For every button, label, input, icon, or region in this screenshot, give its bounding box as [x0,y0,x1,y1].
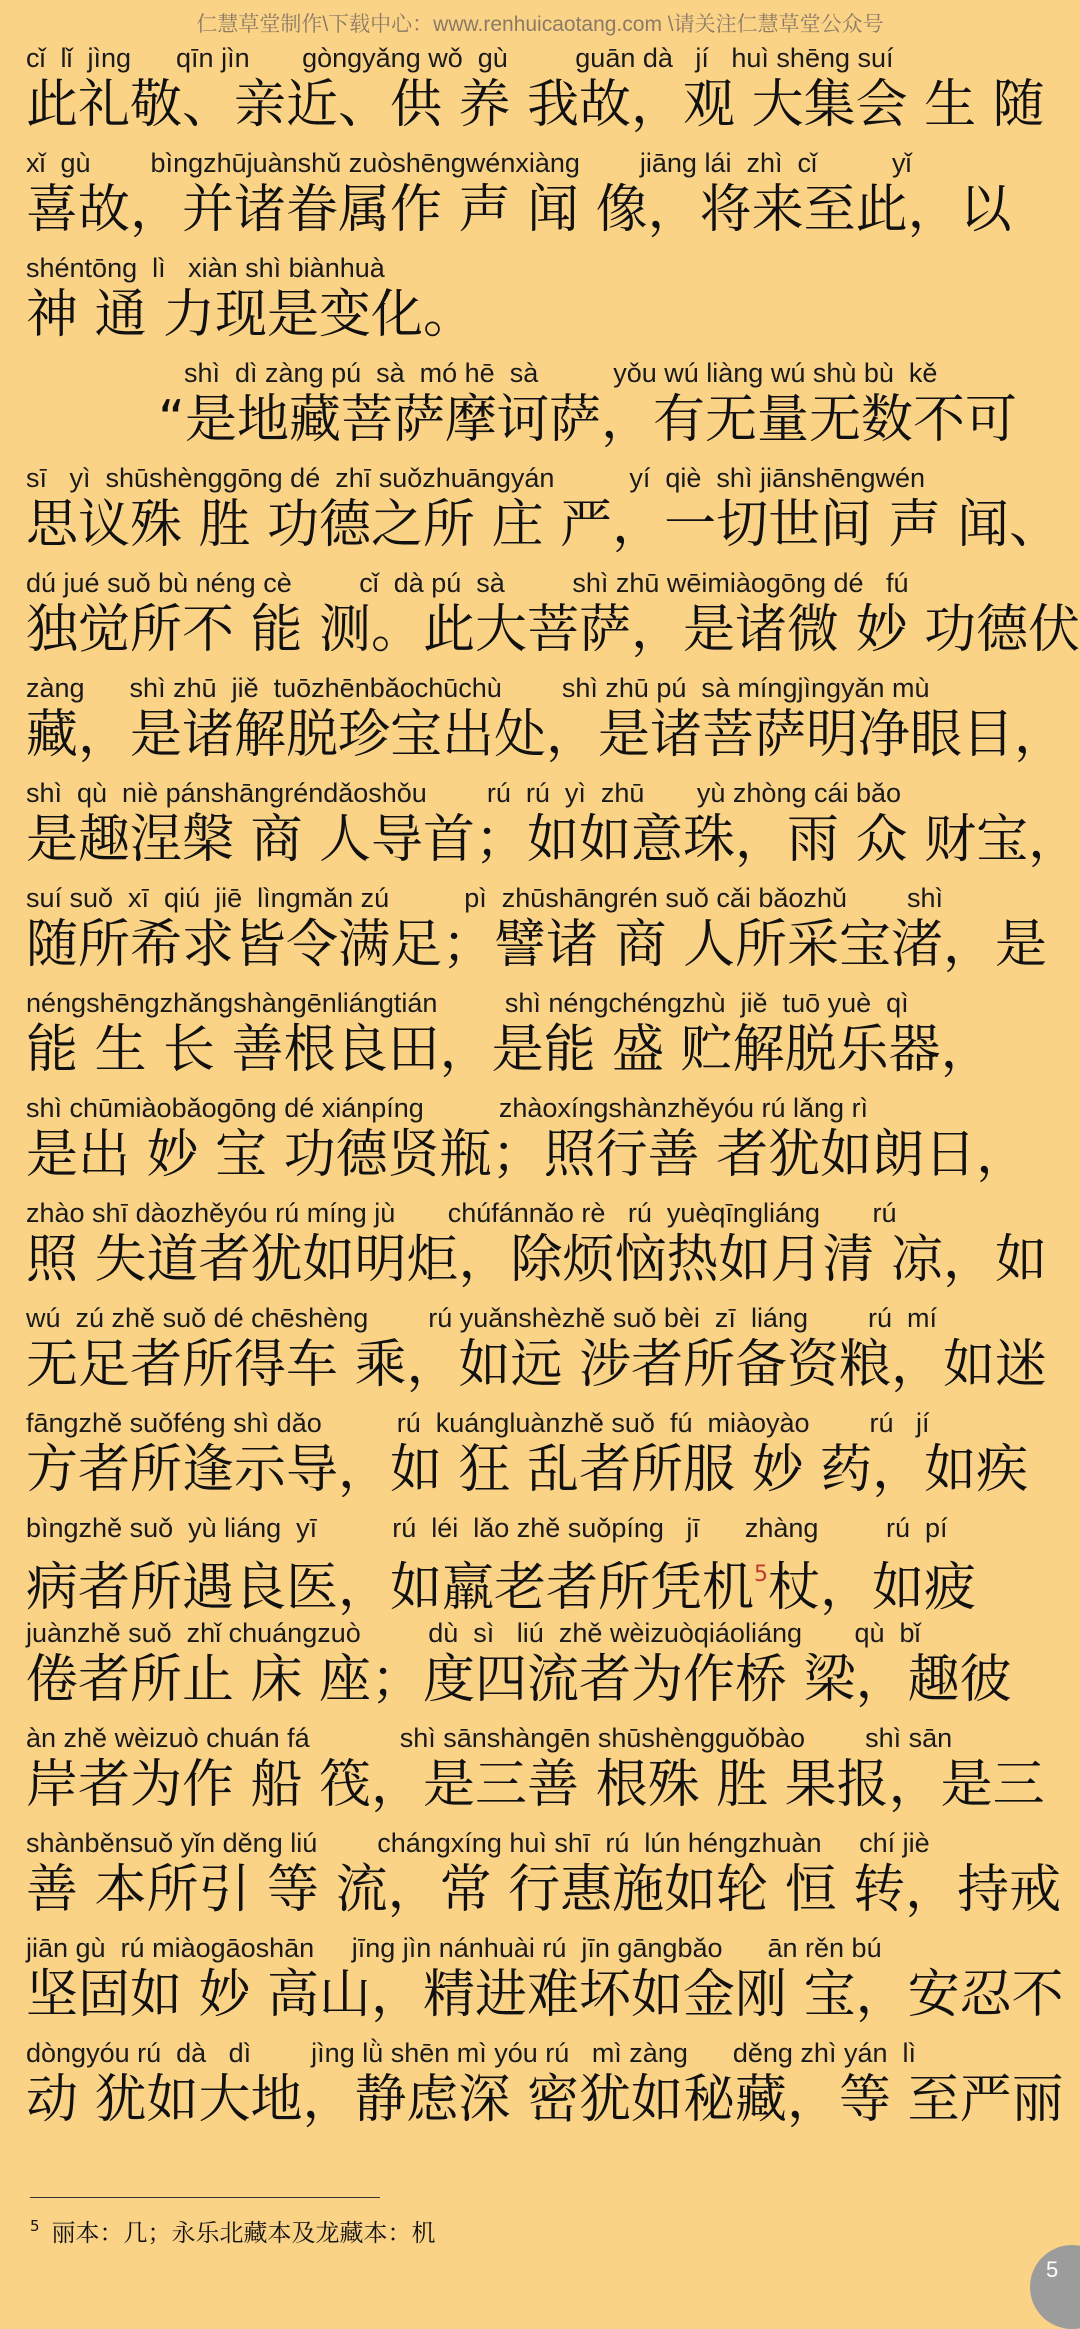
footnote-rule [30,2197,380,2198]
hanzi-line: 倦者所止 床 座；度四流者为作桥 梁，趣彼 [26,1650,1012,1710]
text-line [26,42,1066,147]
text-line [26,1197,1066,1302]
text-line [26,1827,1066,1932]
hanzi-line: 方者所逢示导，如 狂 乱者所服 妙 药，如疾 [26,1440,1029,1500]
text-line [26,252,1066,357]
pinyin-line: shì dì zàng pú sà mó hē sà yǒu wú liàng wú shù bù kě [184,358,938,388]
page-number-badge [1030,2245,1080,2329]
pinyin-line: wú zú zhě suǒ dé chēshèng rú yuǎnshèzhě suǒ bèi zī liáng rú mí [26,1303,937,1333]
pinyin-line: shànběnsuǒ yǐn děng liú chángxíng huì shī rú lún héngzhuàn chí jiè [26,1828,930,1858]
pinyin-line: juànzhě suǒ zhǐ chuángzuò dù sì liú zhě wèizuòqiáoliáng qù bǐ [26,1618,921,1648]
text-line [26,777,1080,882]
footnote-mark: 5 [30,2217,40,2235]
hanzi-line: 岸者为作 船 筏，是三善 根殊 胜 果报，是三 [26,1755,1045,1815]
hanzi-line: 病者所遇良医，如羸老者所凭机$^5$杖，如疲 [26,1558,977,1618]
hanzi-line: 喜故，并诸眷属作 声 闻 像，将来至此，以 [26,180,1012,240]
hanzi-line: 神 通 力现是变化。 [26,285,476,345]
text-line [26,1302,1066,1407]
page-header: 仁慧草堂制作\下载中心：www.renhuicaotang.com \请关注仁慧草堂公众号 [196,13,884,36]
pinyin-line: sī yì shūshènggōng dé zhī suǒzhuāngyán yí qiè shì jiānshēngwén [26,463,926,493]
text-line [26,462,1066,567]
text-line [26,2037,1066,2142]
hanzi-line: 思议殊 胜 功德之所 庄 严，一切世间 声 闻、 [26,495,1062,555]
text-line [26,357,1066,462]
hanzi-line: 照 失道者犹如明炬，除烦恼热如月清 凉，如 [26,1230,1048,1290]
hanzi-line: 无足者所得车 乘，如远 涉者所备资粮，如迷 [26,1335,1048,1395]
pinyin-line: xǐ gù bìngzhūjuànshǔ zuòshēngwénxiàng jiāng lái zhì cǐ yǐ [26,148,912,178]
pinyin-line: jiān gù rú miàogāoshān jīng jìn nánhuài rú jīn gāngbǎo ān rěn bú [26,1933,882,1963]
text-line [26,1722,1066,1827]
text-line [26,1512,1066,1617]
text-line [26,1932,1066,2037]
pinyin-line: dú jué suǒ bù néng cè cǐ dà pú sà shì zhū wēimiàogōng dé fú [26,568,909,598]
pinyin-line: cǐ lǐ jìng qīn jìn gòngyǎng wǒ gù guān dà jí huì shēng suí [26,43,894,73]
text-line [26,882,1066,987]
hanzi-line: 动 犹如大地，静虑深 密犹如秘藏，等 至严丽 [26,2070,1064,2130]
hanzi-line: “是地藏菩萨摩诃萨，有无量无数不可 [158,390,1017,450]
pinyin-line: shì qù niè pánshāngréndǎoshǒu rú rú yì zhū yù zhòng cái bǎo [26,778,902,808]
pinyin-line: àn zhě wèizuò chuán fá shì sānshàngēn shūshèngguǒbào shì sān [26,1723,953,1753]
hanzi-line: 善 本所引 等 流，常 行惠施如轮 恒 转，持戒 [26,1860,1062,1920]
footnote [30,2210,436,2249]
hanzi-line: 能 生 长 善根良田，是能 盛 贮解脱乐器， [26,1020,993,1080]
hanzi-line: 坚固如 妙 高山，精进难坏如金刚 宝，安忍不 [26,1965,1064,2025]
text-line [26,567,1080,672]
hanzi-line: 随所希求皆令满足；譬诸 商 人所采宝渚，是 [26,915,1048,975]
pinyin-line: fāngzhě suǒféng shì dǎo rú kuángluànzhě suǒ fú miàoyào rú jí [26,1408,930,1438]
text-line [26,987,1066,1092]
pinyin-line: shì chūmiàobǎogōng dé xiánpíng zhàoxíngshànzhěyóu rú lǎng rì [26,1093,869,1123]
hanzi-line: 是出 妙 宝 功德贤瓶；照行善 者犹如朗日， [26,1125,1029,1185]
text-body [26,42,1080,2142]
hanzi-line: 独觉所不 能 测。此大菩萨，是诸微 妙 功德伏 [26,600,1080,660]
page-number: 5 [1046,2257,1059,2282]
pinyin-line: zhào shī dàozhěyóu rú míng jù chúfánnǎo rè rú yuèqīngliáng rú [26,1198,897,1228]
text-line [26,1092,1066,1197]
pinyin-line: néngshēngzhǎngshàngēnliángtián shì néngchéngzhù jiě tuō yuè qì [26,988,909,1018]
text-line [26,1617,1066,1722]
text-line [26,147,1066,252]
hanzi-line: 是趣涅槃 商 人导首；如如意珠，雨 众 财宝， [26,810,1080,870]
text-line [26,1407,1066,1512]
pinyin-line: shéntōng lì xiàn shì biànhuà [26,253,385,283]
pinyin-line: zàng shì zhū jiě tuōzhēnbǎochūchù shì zhū pú sà míngjìngyǎn mù [26,673,930,703]
pinyin-line: bìngzhě suǒ yù liáng yī rú léi lǎo zhě suǒpíng jī zhàng rú pí [26,1513,948,1543]
hanzi-line: 此礼敬、亲近、供 养 我故，观 大集会 生 随 [26,75,1045,135]
footnote-text: 丽本：几；永乐北藏本及龙藏本：机 [51,2219,436,2247]
pinyin-line: dòngyóu rú dà dì jìng lǜ shēn mì yóu rú mì zàng děng zhì yán lì [26,2038,916,2068]
text-line [26,672,1066,777]
hanzi-line: 藏，是诸解脱珍宝出处，是诸菩萨明净眼目， [26,705,1067,765]
pinyin-line: suí suǒ xī qiú jiē lìngmǎn zú pì zhūshāngrén suǒ cǎi bǎozhǔ shì [26,883,943,913]
